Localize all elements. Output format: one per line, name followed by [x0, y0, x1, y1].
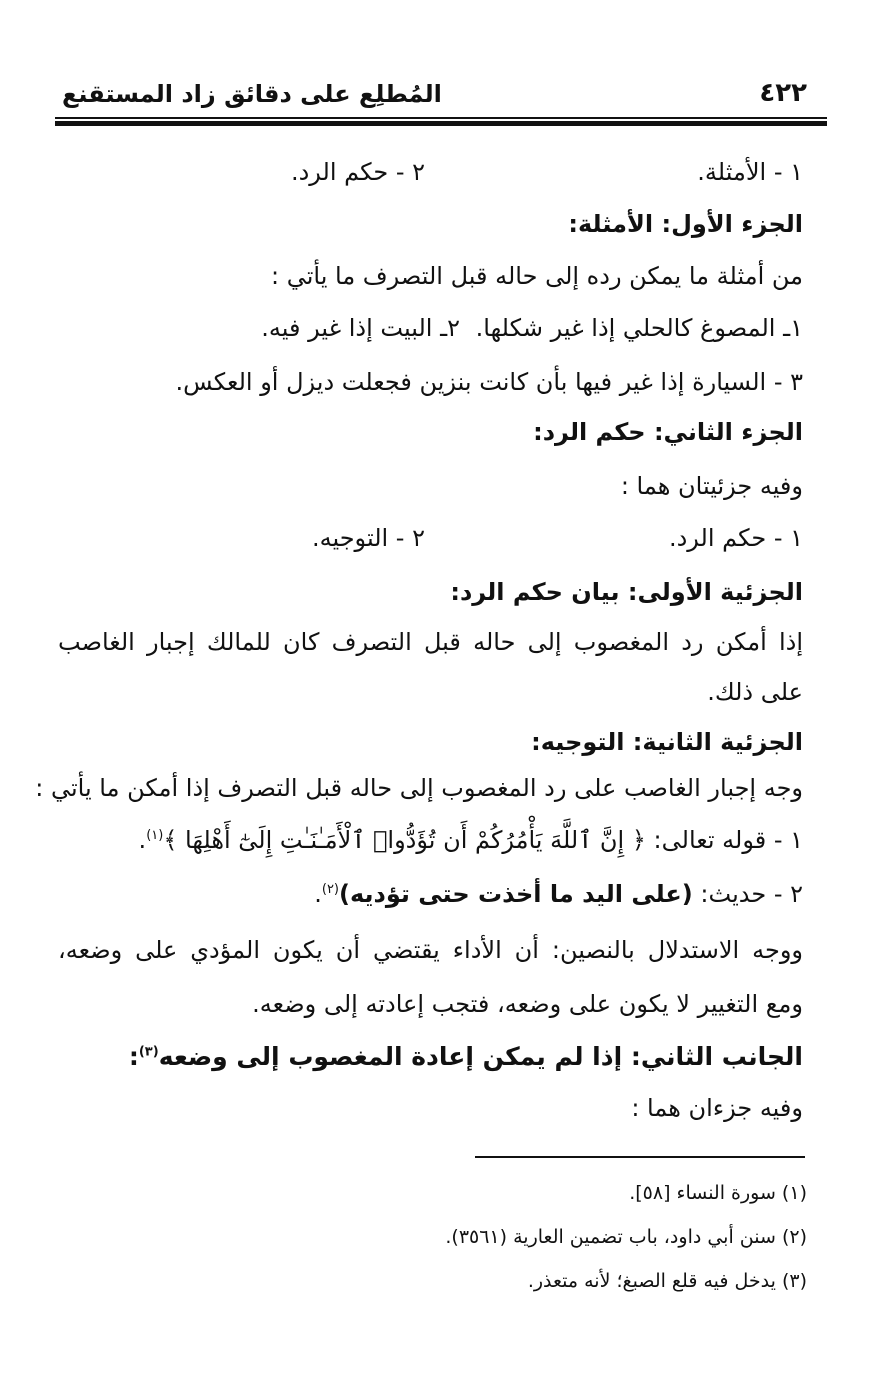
running-header-title: المُطلِع على دقائق زاد المستقنع [62, 80, 442, 108]
paragraph-line: وفيه جزءان هما : [631, 1094, 803, 1122]
section-heading: الجزئية الثانية: التوجيه: [531, 728, 803, 756]
section-heading: الجزء الأول: الأمثلة: [568, 210, 803, 238]
hadith-line: ٢ - حديث: (على اليد ما أخذت حتى تؤديه)$^{(٢)}$. [314, 880, 803, 908]
list-item: ١ـ المصوغ كالحلي إذا غير شكلها. [475, 314, 803, 342]
paragraph-line: من أمثلة ما يمكن رده إلى حاله قبل التصرف ما يأتي : [270, 262, 803, 290]
list-item: ٢ـ البيت إذا غير فيه. [261, 314, 460, 342]
list-item: ٣ - السيارة إذا غير فيها بأن كانت بنزين فجعلت ديزل أو العكس. [175, 368, 803, 396]
page-number: ٤٢٢ [759, 78, 807, 108]
header-rule-thin [55, 117, 827, 119]
list-item: ٢ - حكم الرد. [290, 158, 425, 186]
section-heading: الجزئية الأولى: بيان حكم الرد: [450, 578, 803, 606]
paragraph-line: وجه إجبار الغاصب على رد المغصوب إلى حاله قبل التصرف إذا أمكن ما يأتي : [35, 774, 803, 802]
heading-text: الجانب الثاني: إذا لم يمكن إعادة المغصوب إلى وضعه [158, 1042, 803, 1071]
footnote: (١) سورة النساء [٥٨]. [629, 1182, 807, 1204]
paragraph-line: على ذلك. [707, 678, 803, 706]
footnote: (٢) سنن أبي داود، باب تضمين العارية (٣٥٦١). [445, 1226, 807, 1248]
hadith-label: ٢ - حديث: [700, 880, 803, 908]
footnote-ref: (٣) [138, 1044, 159, 1060]
footnote-ref: (١) [146, 828, 164, 843]
footnote-ref: (٢) [321, 882, 339, 897]
hadith-text: (على اليد ما أخذت حتى تؤديه) [339, 880, 693, 908]
footnote-separator [475, 1156, 805, 1158]
header-rule-thick [55, 121, 827, 126]
paragraph-line: ومع التغيير لا يكون على وضعه، فتجب إعادته إلى وضعه. [252, 990, 803, 1018]
paragraph-line: ووجه الاستدلال بالنصين: أن الأداء يقتضي أن يكون المؤدي على وضعه، [58, 936, 803, 964]
quran-verse-line: ١ - قوله تعالى: ﴿ إِنَّ ٱللَّهَ يَأْمُرُكُمْ أَن تُؤَدُّوا۟ ٱلْأَمَـٰنَـٰتِ إِلَىٰٓ أَهْلِهَا ﴾$^{(١)}$. [138, 826, 803, 854]
footnote: (٣) يدخل فيه قلع الصبغ؛ لأنه متعذر. [527, 1270, 807, 1292]
paragraph-line: إذا أمكن رد المغصوب إلى حاله قبل التصرف كان للمالك إجبار الغاصب [58, 628, 803, 656]
list-item: ١ - الأمثلة. [697, 158, 803, 186]
paragraph-line: وفيه جزئيتان هما : [620, 472, 803, 500]
section-heading: الجزء الثاني: حكم الرد: [533, 418, 803, 446]
quran-verse: ١ - قوله تعالى: ﴿ إِنَّ ٱللَّهَ يَأْمُرُكُمْ أَن تُؤَدُّوا۟ ٱلْأَمَـٰنَـٰتِ إِلَىٰٓ أَهْلِهَا ﴾ [163, 826, 803, 854]
list-item: ١ - حكم الرد. [668, 524, 803, 552]
list-item: ٢ - التوجيه. [311, 524, 425, 552]
section-heading: الجانب الثاني: إذا لم يمكن إعادة المغصوب إلى وضعه$^{(٣)}$: [128, 1042, 803, 1071]
